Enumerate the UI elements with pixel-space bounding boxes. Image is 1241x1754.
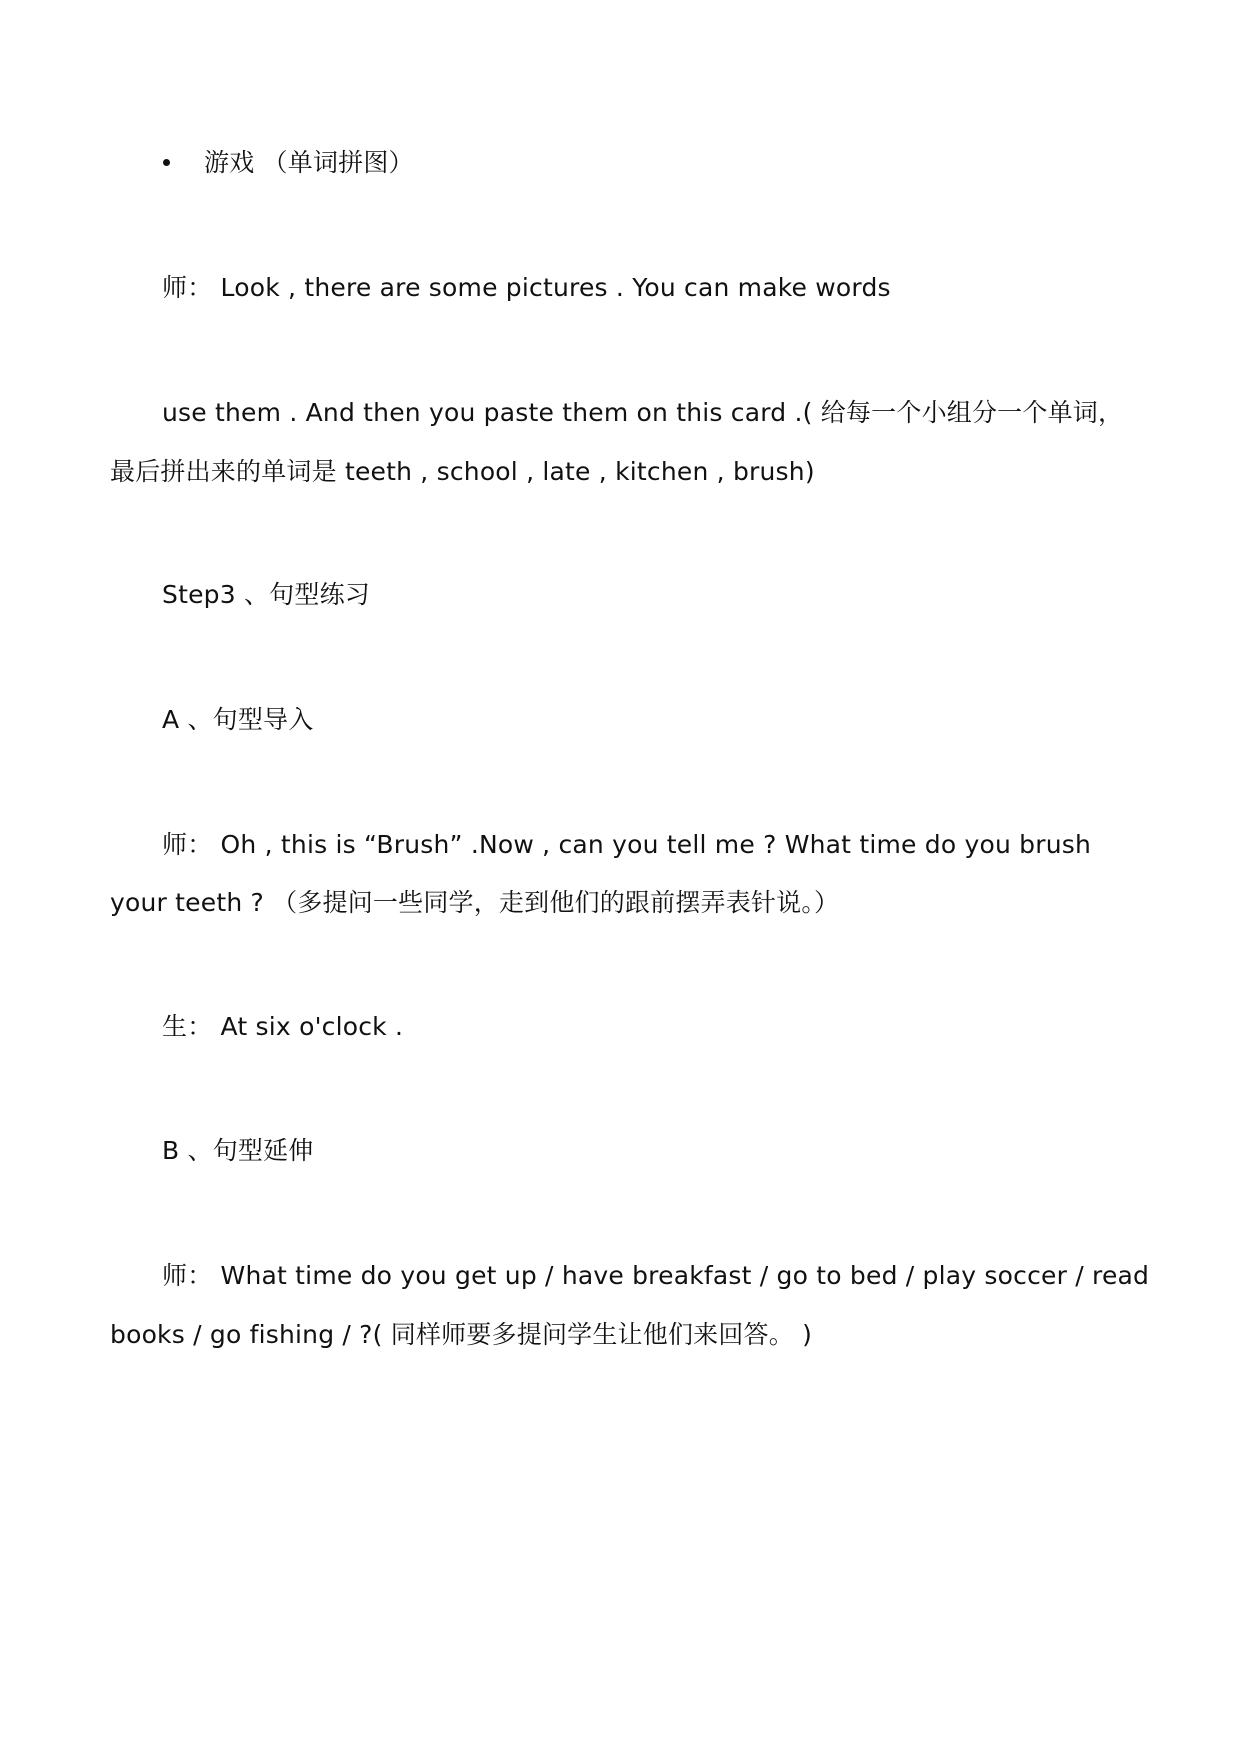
teacher-line-1c: 最后拼出来的单词是 teeth , school , late , kitchen , brush) xyxy=(110,457,815,486)
section-a-heading: A 、句型导入 xyxy=(162,705,314,734)
section-b-heading: B 、句型延伸 xyxy=(162,1136,314,1165)
teacher-line-1b: use them . And then you paste them on this card .( 给每一个小组分一个单词， xyxy=(162,398,1124,427)
teacher-line-2a: 师： Oh , this is “Brush” .Now , can you tell me ? What time do you brush xyxy=(162,830,1092,859)
bullet-heading-text: 游戏 （单词拼图） xyxy=(204,148,414,177)
student-line: 生： At six o'clock . xyxy=(162,1012,404,1041)
step3-heading: Step3 、句型练习 xyxy=(162,580,370,609)
teacher-line-3a: 师： What time do you get up / have breakfast / go to bed / play soccer / read xyxy=(162,1261,1150,1290)
bullet-icon xyxy=(163,159,170,166)
teacher-line-2b: your teeth ? （多提问一些同学，走到他们的跟前摆弄表针说。） xyxy=(110,888,840,917)
teacher-line-1a: 师： Look , there are some pictures . You can make words xyxy=(162,273,891,302)
teacher-line-3b: books / go fishing / ?( 同样师要多提问学生让他们来回答。 ) xyxy=(110,1320,813,1349)
bullet-heading xyxy=(163,146,414,180)
